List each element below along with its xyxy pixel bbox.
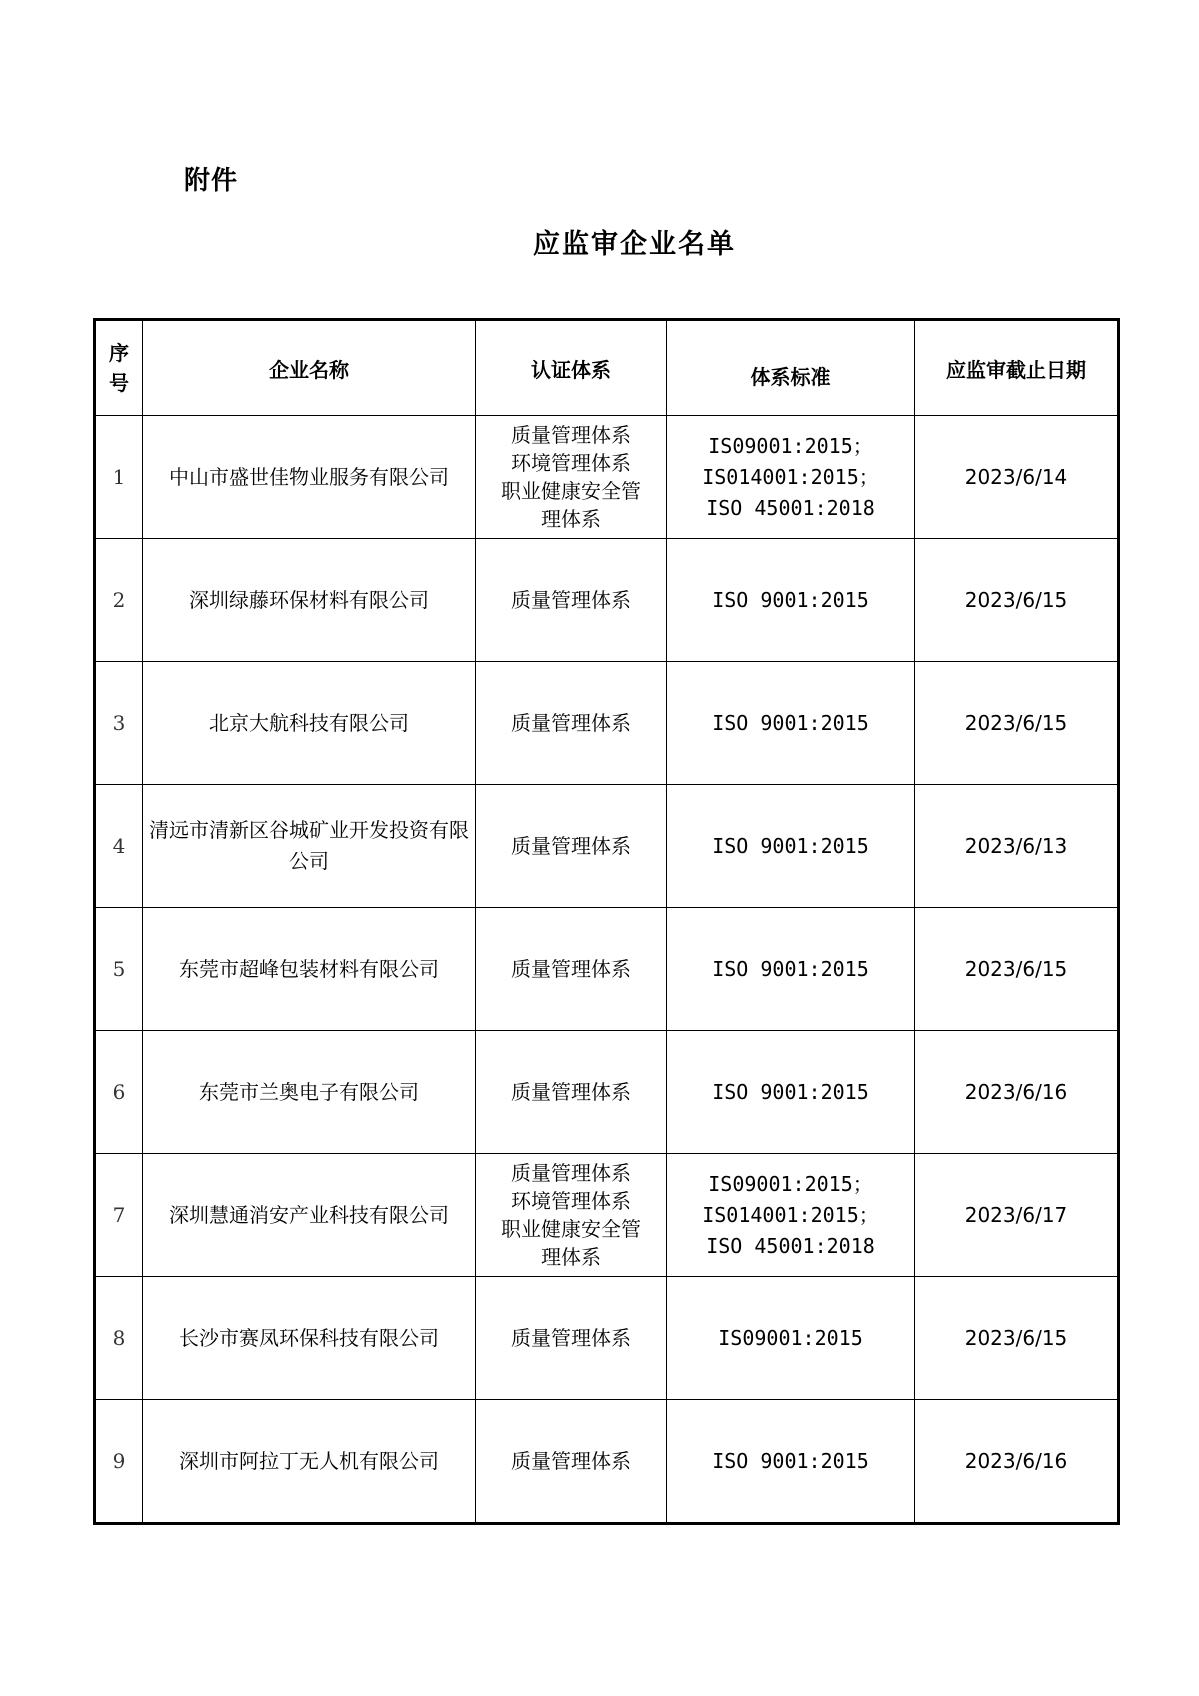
standard-line: IS014001:2015； <box>702 464 879 489</box>
row-serial-number: 3 <box>95 662 143 785</box>
row-serial-number: 6 <box>95 1031 143 1154</box>
enterprise-table <box>93 318 1120 1525</box>
row-audit-deadline: 2023/6/15 <box>915 1277 1119 1400</box>
row-audit-deadline: 2023/6/14 <box>915 416 1119 539</box>
row-company-name: 深圳市阿拉丁无人机有限公司 <box>143 1400 476 1524</box>
row-audit-deadline: 2023/6/16 <box>915 1400 1119 1524</box>
row-certification-system <box>476 1154 667 1277</box>
row-serial-number: 4 <box>95 785 143 908</box>
table-row <box>95 662 1119 785</box>
standard-line: IS014001:2015； <box>702 1202 879 1227</box>
system-line: 环境管理体系 <box>511 451 631 475</box>
row-company-name: 北京大航科技有限公司 <box>143 662 476 785</box>
row-serial-number: 8 <box>95 1277 143 1400</box>
system-line: 质量管理体系 <box>511 710 631 735</box>
header-system-standard: 体系标准 <box>667 320 915 416</box>
row-certification-system <box>476 1031 667 1154</box>
row-audit-deadline: 2023/6/15 <box>915 662 1119 785</box>
row-system-standard <box>667 539 915 662</box>
row-system-standard <box>667 785 915 908</box>
standard-line: ISO 45001:2018 <box>706 1233 875 1258</box>
standard-line: ISO 9001:2015 <box>712 710 869 735</box>
row-audit-deadline: 2023/6/15 <box>915 908 1119 1031</box>
standard-line: ISO 9001:2015 <box>712 1079 869 1104</box>
row-system-standard <box>667 1154 915 1277</box>
system-line: 质量管理体系 <box>511 1325 631 1350</box>
standard-line: ISO 9001:2015 <box>712 1448 869 1473</box>
table-row <box>95 785 1119 908</box>
row-system-standard <box>667 1400 915 1524</box>
row-system-standard <box>667 1277 915 1400</box>
row-audit-deadline: 2023/6/16 <box>915 1031 1119 1154</box>
header-audit-deadline: 应监审截止日期 <box>915 320 1119 416</box>
row-audit-deadline: 2023/6/17 <box>915 1154 1119 1277</box>
row-audit-deadline: 2023/6/15 <box>915 539 1119 662</box>
header-serial-number <box>95 320 143 416</box>
header-company-name: 企业名称 <box>143 320 476 416</box>
row-system-standard <box>667 908 915 1031</box>
row-company-name: 清远市清新区谷城矿业开发投资有限公司 <box>143 785 476 908</box>
standard-line: ISO 45001:2018 <box>706 495 875 520</box>
row-company-name: 中山市盛世佳物业服务有限公司 <box>143 416 476 539</box>
row-system-standard <box>667 1031 915 1154</box>
table-row <box>95 1154 1119 1277</box>
header-serial-line1: 序 <box>109 341 129 365</box>
row-serial-number: 9 <box>95 1400 143 1524</box>
row-serial-number: 2 <box>95 539 143 662</box>
row-certification-system <box>476 908 667 1031</box>
row-serial-number: 5 <box>95 908 143 1031</box>
row-certification-system <box>476 1400 667 1524</box>
table-row <box>95 908 1119 1031</box>
row-certification-system <box>476 662 667 785</box>
standard-line: ISO 9001:2015 <box>712 956 869 981</box>
row-serial-number: 1 <box>95 416 143 539</box>
system-line: 质量管理体系 <box>511 1079 631 1104</box>
table-row <box>95 1400 1119 1524</box>
page-title: 应监审企业名单 <box>533 229 736 260</box>
system-line: 质量管理体系 <box>511 833 631 858</box>
table-row <box>95 416 1119 539</box>
system-line: 质量管理体系 <box>511 1161 631 1185</box>
standard-line: IS09001:2015； <box>708 1171 873 1196</box>
system-line: 理体系 <box>541 1245 601 1269</box>
table-row <box>95 1031 1119 1154</box>
row-serial-number: 7 <box>95 1154 143 1277</box>
table-row <box>95 539 1119 662</box>
system-line: 理体系 <box>541 507 601 531</box>
standard-line: ISO 9001:2015 <box>712 833 869 858</box>
system-line: 环境管理体系 <box>511 1189 631 1213</box>
system-line: 质量管理体系 <box>511 1448 631 1473</box>
attachment-label: 附件 <box>184 166 239 196</box>
table-header-row <box>95 320 1119 416</box>
row-company-name: 深圳慧通消安产业科技有限公司 <box>143 1154 476 1277</box>
row-company-name: 东莞市兰奥电子有限公司 <box>143 1031 476 1154</box>
system-line: 质量管理体系 <box>511 423 631 447</box>
system-line: 质量管理体系 <box>511 587 631 612</box>
row-audit-deadline: 2023/6/13 <box>915 785 1119 908</box>
row-certification-system <box>476 416 667 539</box>
table-row <box>95 1277 1119 1400</box>
row-certification-system <box>476 1277 667 1400</box>
row-system-standard <box>667 416 915 539</box>
system-line: 质量管理体系 <box>511 956 631 981</box>
system-line: 职业健康安全管 <box>501 1217 641 1241</box>
standard-line: IS09001:2015； <box>708 433 873 458</box>
standard-line: IS09001:2015 <box>718 1325 863 1350</box>
row-company-name: 深圳绿藤环保材料有限公司 <box>143 539 476 662</box>
header-certification-system: 认证体系 <box>476 320 667 416</box>
standard-line: ISO 9001:2015 <box>712 587 869 612</box>
system-line: 职业健康安全管 <box>501 479 641 503</box>
row-company-name: 东莞市超峰包装材料有限公司 <box>143 908 476 1031</box>
row-company-name: 长沙市赛凤环保科技有限公司 <box>143 1277 476 1400</box>
row-certification-system <box>476 785 667 908</box>
row-system-standard <box>667 662 915 785</box>
row-certification-system <box>476 539 667 662</box>
header-serial-line2: 号 <box>109 371 129 395</box>
